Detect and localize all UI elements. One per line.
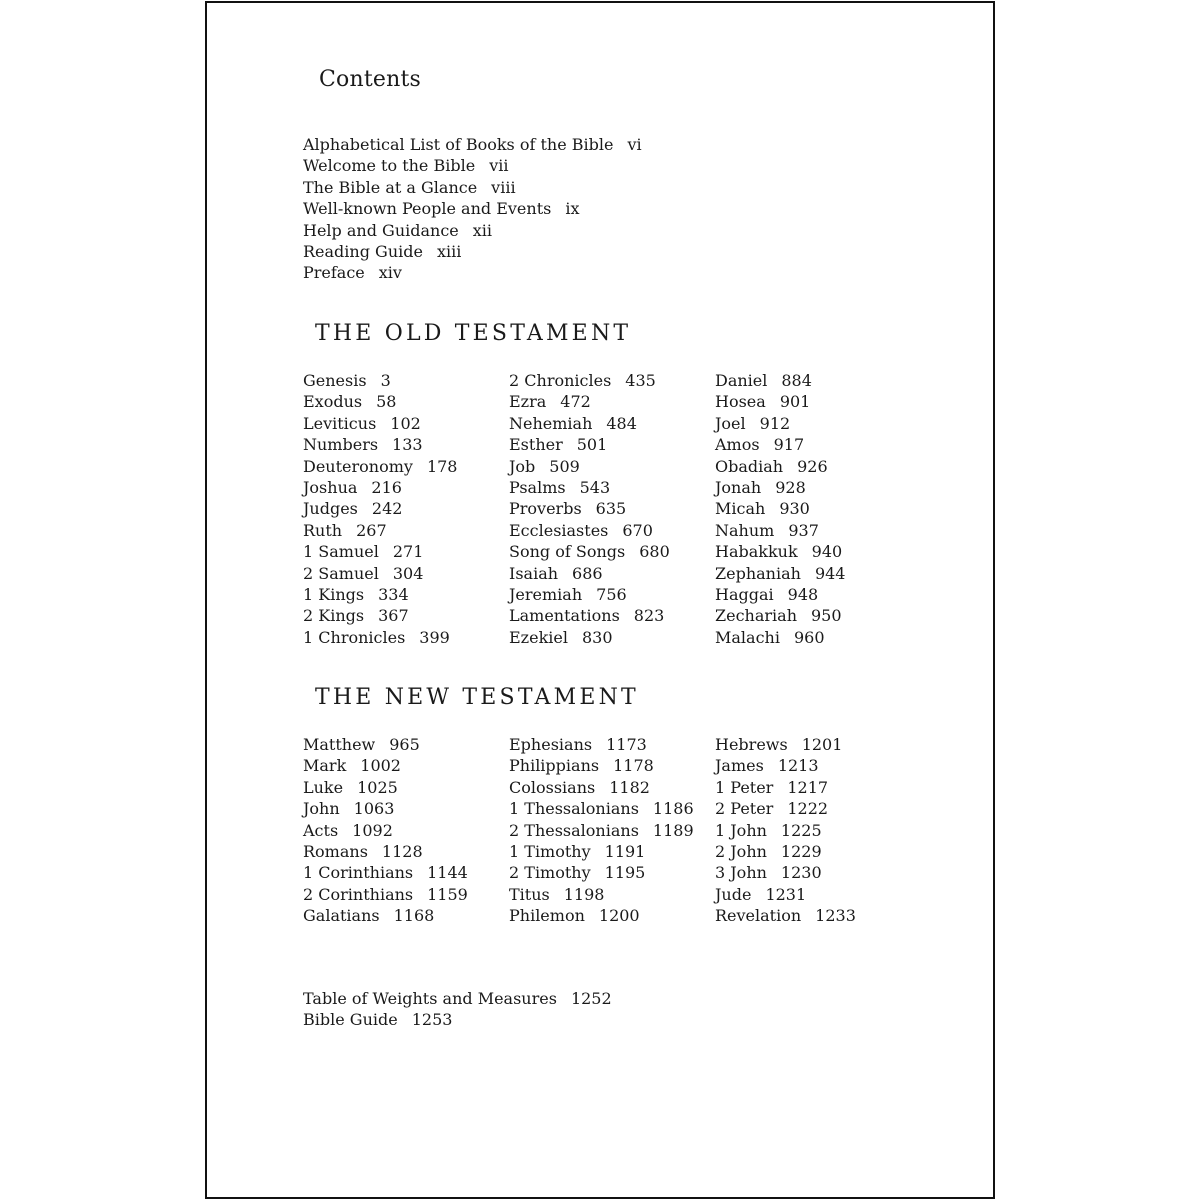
toc-entry-title: Obadiah [715,456,784,476]
toc-entry [303,498,508,519]
toc-entry-title: Daniel [715,371,768,390]
toc-entry-page: 178 [426,456,458,476]
toc-entry-page: 756 [596,584,627,604]
toc-entry-page: 133 [392,435,423,455]
toc-entry-page: 1128 [381,841,423,861]
toc-entry-title: 2 Chronicles [509,371,612,390]
toc-entry-page: 1189 [652,820,694,840]
toc-entry-page: 1063 [353,799,395,819]
toc-entry [303,841,508,862]
toc-entry-page: 242 [371,499,403,519]
toc-entry [303,413,508,434]
toc-entry-page: 509 [549,456,580,476]
toc-entry [509,905,714,926]
toc-entry [303,541,508,562]
toc-entry-page: 680 [639,542,670,562]
toc-entry-title: Nahum [715,520,775,540]
toc-entry-page: 1173 [606,735,647,754]
toc-entry-title: Genesis [303,371,367,390]
toc-entry-title: 2 Timothy [509,863,591,883]
toc-entry-page: 1182 [609,777,650,797]
toc-entry-title: 2 Samuel [303,563,379,583]
toc-entry-title: Esther [509,435,563,455]
front-matter-list [303,134,903,284]
toc-entry-title: Mark [303,756,347,776]
toc-entry-page: viii [491,177,516,197]
toc-entry-title: Hosea [715,392,766,412]
toc-entry-title: Help and Guidance [303,220,459,240]
toc-entry-page: 960 [793,627,825,647]
toc-entry [715,520,920,541]
toc-entry [303,155,903,176]
toc-entry-page: ix [565,199,580,219]
toc-entry-page: 271 [392,542,424,562]
toc-entry [303,988,903,1009]
toc-entry [715,498,920,519]
toc-entry-title: Matthew [303,735,376,754]
toc-entry-page: 1025 [357,777,398,797]
toc-entry-title: 1 Timothy [509,841,591,861]
toc-entry-page: 940 [811,542,843,562]
toc-entry [715,820,920,841]
toc-entry [303,198,903,219]
toc-entry [509,884,714,905]
toc-entry-title: Table of Weights and Measures [303,989,557,1008]
toc-entry-page: 3 [380,371,391,390]
toc-entry-page: 1178 [613,756,654,776]
toc-entry [715,627,920,648]
toc-entry [303,734,508,755]
toc-entry-page: 950 [811,606,842,626]
toc-entry-page: 1198 [563,884,605,904]
toc-entry [715,841,920,862]
toc-entry-title: Proverbs [509,499,582,519]
toc-entry-title: Revelation [715,906,802,926]
old-testament-column-3 [715,370,920,648]
toc-entry-title: Luke [303,777,344,797]
toc-entry-title: Ecclesiastes [509,520,609,540]
toc-entry [715,584,920,605]
toc-entry-page: 1002 [360,756,401,776]
toc-entry [303,520,508,541]
contents-body [207,3,993,1197]
toc-entry-title: Jude [715,884,752,904]
toc-entry-title: 1 Corinthians [303,863,414,883]
toc-entry-page: 937 [788,520,819,540]
toc-entry-title: 1 John [715,820,767,840]
toc-entry-title: Welcome to the Bible [303,156,476,176]
toc-entry-page: 1225 [780,820,822,840]
toc-entry-title: 3 John [715,863,767,883]
toc-entry-title: Ephesians [509,735,593,754]
toc-entry-title: Bible Guide [303,1010,398,1030]
toc-entry-page: 928 [775,477,806,497]
toc-entry-title: Romans [303,841,368,861]
toc-entry-page: 472 [560,392,591,412]
toc-entry-title: Haggai [715,584,774,604]
toc-entry [303,862,508,883]
toc-entry-title: 2 Thessalonians [509,820,639,840]
toc-entry-title: Nehemiah [509,413,593,433]
new-testament-column-1 [303,734,508,927]
toc-entry-title: Zephaniah [715,563,801,583]
toc-entry [509,798,714,819]
toc-entry [303,177,903,198]
toc-entry-title: Job [509,456,536,476]
toc-entry-title: Reading Guide [303,241,423,261]
toc-entry-title: Acts [303,820,339,840]
toc-entry [715,434,920,455]
toc-entry-page: 367 [378,606,409,626]
toc-entry [509,520,714,541]
toc-entry-title: Galatians [303,906,380,926]
toc-entry-page: 965 [389,735,420,754]
toc-entry-title: Habakkuk [715,542,798,562]
toc-entry-title: Joel [715,413,746,433]
toc-entry-title: Isaiah [509,563,559,583]
toc-entry-title: Well-known People and Events [303,199,552,219]
toc-entry-page: 1217 [787,777,829,797]
toc-entry-title: Jeremiah [509,584,583,604]
toc-entry [303,477,508,498]
toc-entry-page: 1144 [427,863,468,883]
toc-entry [509,841,714,862]
toc-entry-page: xiv [378,263,402,283]
toc-entry-title: Ezra [509,392,547,412]
toc-entry-title: Lamentations [509,606,620,626]
toc-entry [715,734,920,755]
toc-entry-page: 1200 [598,906,640,926]
toc-entry [303,798,508,819]
toc-entry [509,563,714,584]
old-testament-column-1 [303,370,508,648]
toc-entry [715,391,920,412]
toc-entry-page: 884 [781,371,812,390]
toc-entry-title: Deuteronomy [303,456,413,476]
toc-entry [715,477,920,498]
toc-entry-page: 1253 [411,1010,453,1030]
toc-entry-title: Titus [509,884,550,904]
new-testament-column-3 [715,734,920,927]
toc-entry-title: 2 Peter [715,799,774,819]
toc-entry-page: 543 [579,477,611,497]
toc-entry-title: Ezekiel [509,627,568,647]
toc-entry [509,498,714,519]
toc-entry [715,755,920,776]
toc-entry-page: 334 [378,584,409,604]
toc-entry [715,862,920,883]
toc-entry-title: Ruth [303,520,343,540]
toc-entry [509,777,714,798]
toc-entry-page: 670 [622,520,653,540]
toc-entry-page: 635 [595,499,627,519]
toc-entry-title: Psalms [509,477,566,497]
toc-entry [303,777,508,798]
toc-entry [303,434,508,455]
toc-entry [509,391,714,412]
toc-entry-page: 948 [787,584,819,604]
toc-entry [303,220,903,241]
toc-entry [509,584,714,605]
toc-entry [715,777,920,798]
toc-entry-page: 1252 [570,989,612,1008]
toc-entry-title: Micah [715,499,766,519]
toc-entry [509,541,714,562]
toc-entry [303,884,508,905]
toc-entry-page: 1168 [393,906,435,926]
toc-entry [303,584,508,605]
toc-entry-title: Amos [715,435,760,455]
toc-entry-page: 216 [371,477,402,497]
toc-entry-page: 102 [390,413,421,433]
toc-entry-page: xii [472,220,493,240]
toc-entry-page: 1195 [604,863,646,883]
toc-entry-title: Zechariah [715,606,797,626]
toc-entry-title: Alphabetical List of Books of the Bible [303,135,614,154]
toc-entry-title: Colossians [509,777,596,797]
toc-entry-page: 901 [779,392,811,412]
toc-entry-title: 1 Chronicles [303,627,406,647]
toc-entry-title: Song of Songs [509,542,626,562]
back-matter-list [303,988,903,1031]
toc-entry [509,734,714,755]
toc-entry-page: 1230 [780,863,822,883]
toc-entry-page: 926 [797,456,828,476]
toc-entry [509,862,714,883]
toc-entry [303,456,508,477]
toc-entry [715,605,920,626]
page-title: Contents [319,67,422,92]
toc-entry-page: 1201 [801,735,843,754]
toc-entry-title: 1 Thessalonians [509,799,639,819]
toc-entry-page: 1092 [352,820,393,840]
toc-entry [715,884,920,905]
toc-entry-title: Jonah [715,477,762,497]
toc-entry-title: Judges [303,499,358,519]
toc-entry-title: Leviticus [303,413,377,433]
toc-entry-page: 1159 [427,884,468,904]
toc-entry-page: 686 [572,563,603,583]
toc-entry [509,820,714,841]
toc-entry-title: John [303,799,340,819]
toc-entry-title: The Bible at a Glance [303,177,478,197]
contents-page [205,1,995,1199]
new-testament-column-2 [509,734,714,927]
toc-entry [303,605,508,626]
toc-entry-title: 1 Samuel [303,542,379,562]
toc-entry-page: 930 [779,499,810,519]
toc-entry [303,627,508,648]
toc-entry-page: 304 [392,563,424,583]
toc-entry [715,541,920,562]
toc-entry [303,241,903,262]
toc-entry-page: 58 [376,392,397,412]
toc-entry-page: 399 [419,627,450,647]
toc-entry-page: 484 [606,413,637,433]
toc-entry [509,456,714,477]
toc-entry-title: 2 John [715,841,767,861]
toc-entry-title: Numbers [303,435,379,455]
toc-entry-title: Philemon [509,906,585,926]
toc-entry-title: 2 Kings [303,606,365,626]
toc-entry [303,391,508,412]
toc-entry-page: 912 [759,413,791,433]
toc-entry-page: 917 [773,435,805,455]
toc-entry-page: 1186 [652,799,694,819]
toc-entry-page: 267 [356,520,387,540]
toc-entry-title: 2 Corinthians [303,884,414,904]
toc-entry-title: Joshua [303,477,358,497]
toc-entry [303,370,508,391]
toc-entry-title: Preface [303,263,365,283]
toc-entry [715,798,920,819]
toc-entry [715,370,920,391]
toc-entry [509,627,714,648]
toc-entry [303,755,508,776]
toc-entry-page: 1233 [815,906,856,926]
toc-entry [715,905,920,926]
old-testament-heading: THE OLD TESTAMENT [315,321,632,346]
toc-entry [715,456,920,477]
toc-entry [303,820,508,841]
toc-entry-page: 1231 [765,884,807,904]
toc-entry [303,905,508,926]
toc-entry [509,477,714,498]
toc-entry-title: Philippians [509,756,600,776]
toc-entry-page: 1229 [780,841,822,861]
toc-entry [509,370,714,391]
toc-entry [509,434,714,455]
toc-entry [509,605,714,626]
toc-entry-page: vi [627,135,642,154]
toc-entry-title: Exodus [303,392,363,412]
toc-entry [715,413,920,434]
toc-entry [303,134,903,155]
toc-entry-page: 1222 [787,799,829,819]
new-testament-heading: THE NEW TESTAMENT [315,685,639,710]
toc-entry-title: 1 Kings [303,584,365,604]
toc-entry-page: 823 [633,606,665,626]
toc-entry [303,262,903,283]
toc-entry-page: vii [489,156,509,176]
toc-entry [303,1009,903,1030]
toc-entry-page: 944 [814,563,846,583]
toc-entry [509,413,714,434]
toc-entry [509,755,714,776]
toc-entry-title: 1 Peter [715,777,774,797]
toc-entry-page: 435 [625,371,656,390]
toc-entry-page: 1213 [777,756,819,776]
toc-entry-title: Malachi [715,627,780,647]
toc-entry [303,563,508,584]
toc-entry-page: xiii [436,241,462,261]
toc-entry-page: 1191 [604,841,646,861]
old-testament-column-2 [509,370,714,648]
toc-entry-page: 830 [581,627,613,647]
toc-entry [715,563,920,584]
toc-entry-title: Hebrews [715,735,788,754]
toc-entry-page: 501 [576,435,608,455]
toc-entry-title: James [715,756,764,776]
